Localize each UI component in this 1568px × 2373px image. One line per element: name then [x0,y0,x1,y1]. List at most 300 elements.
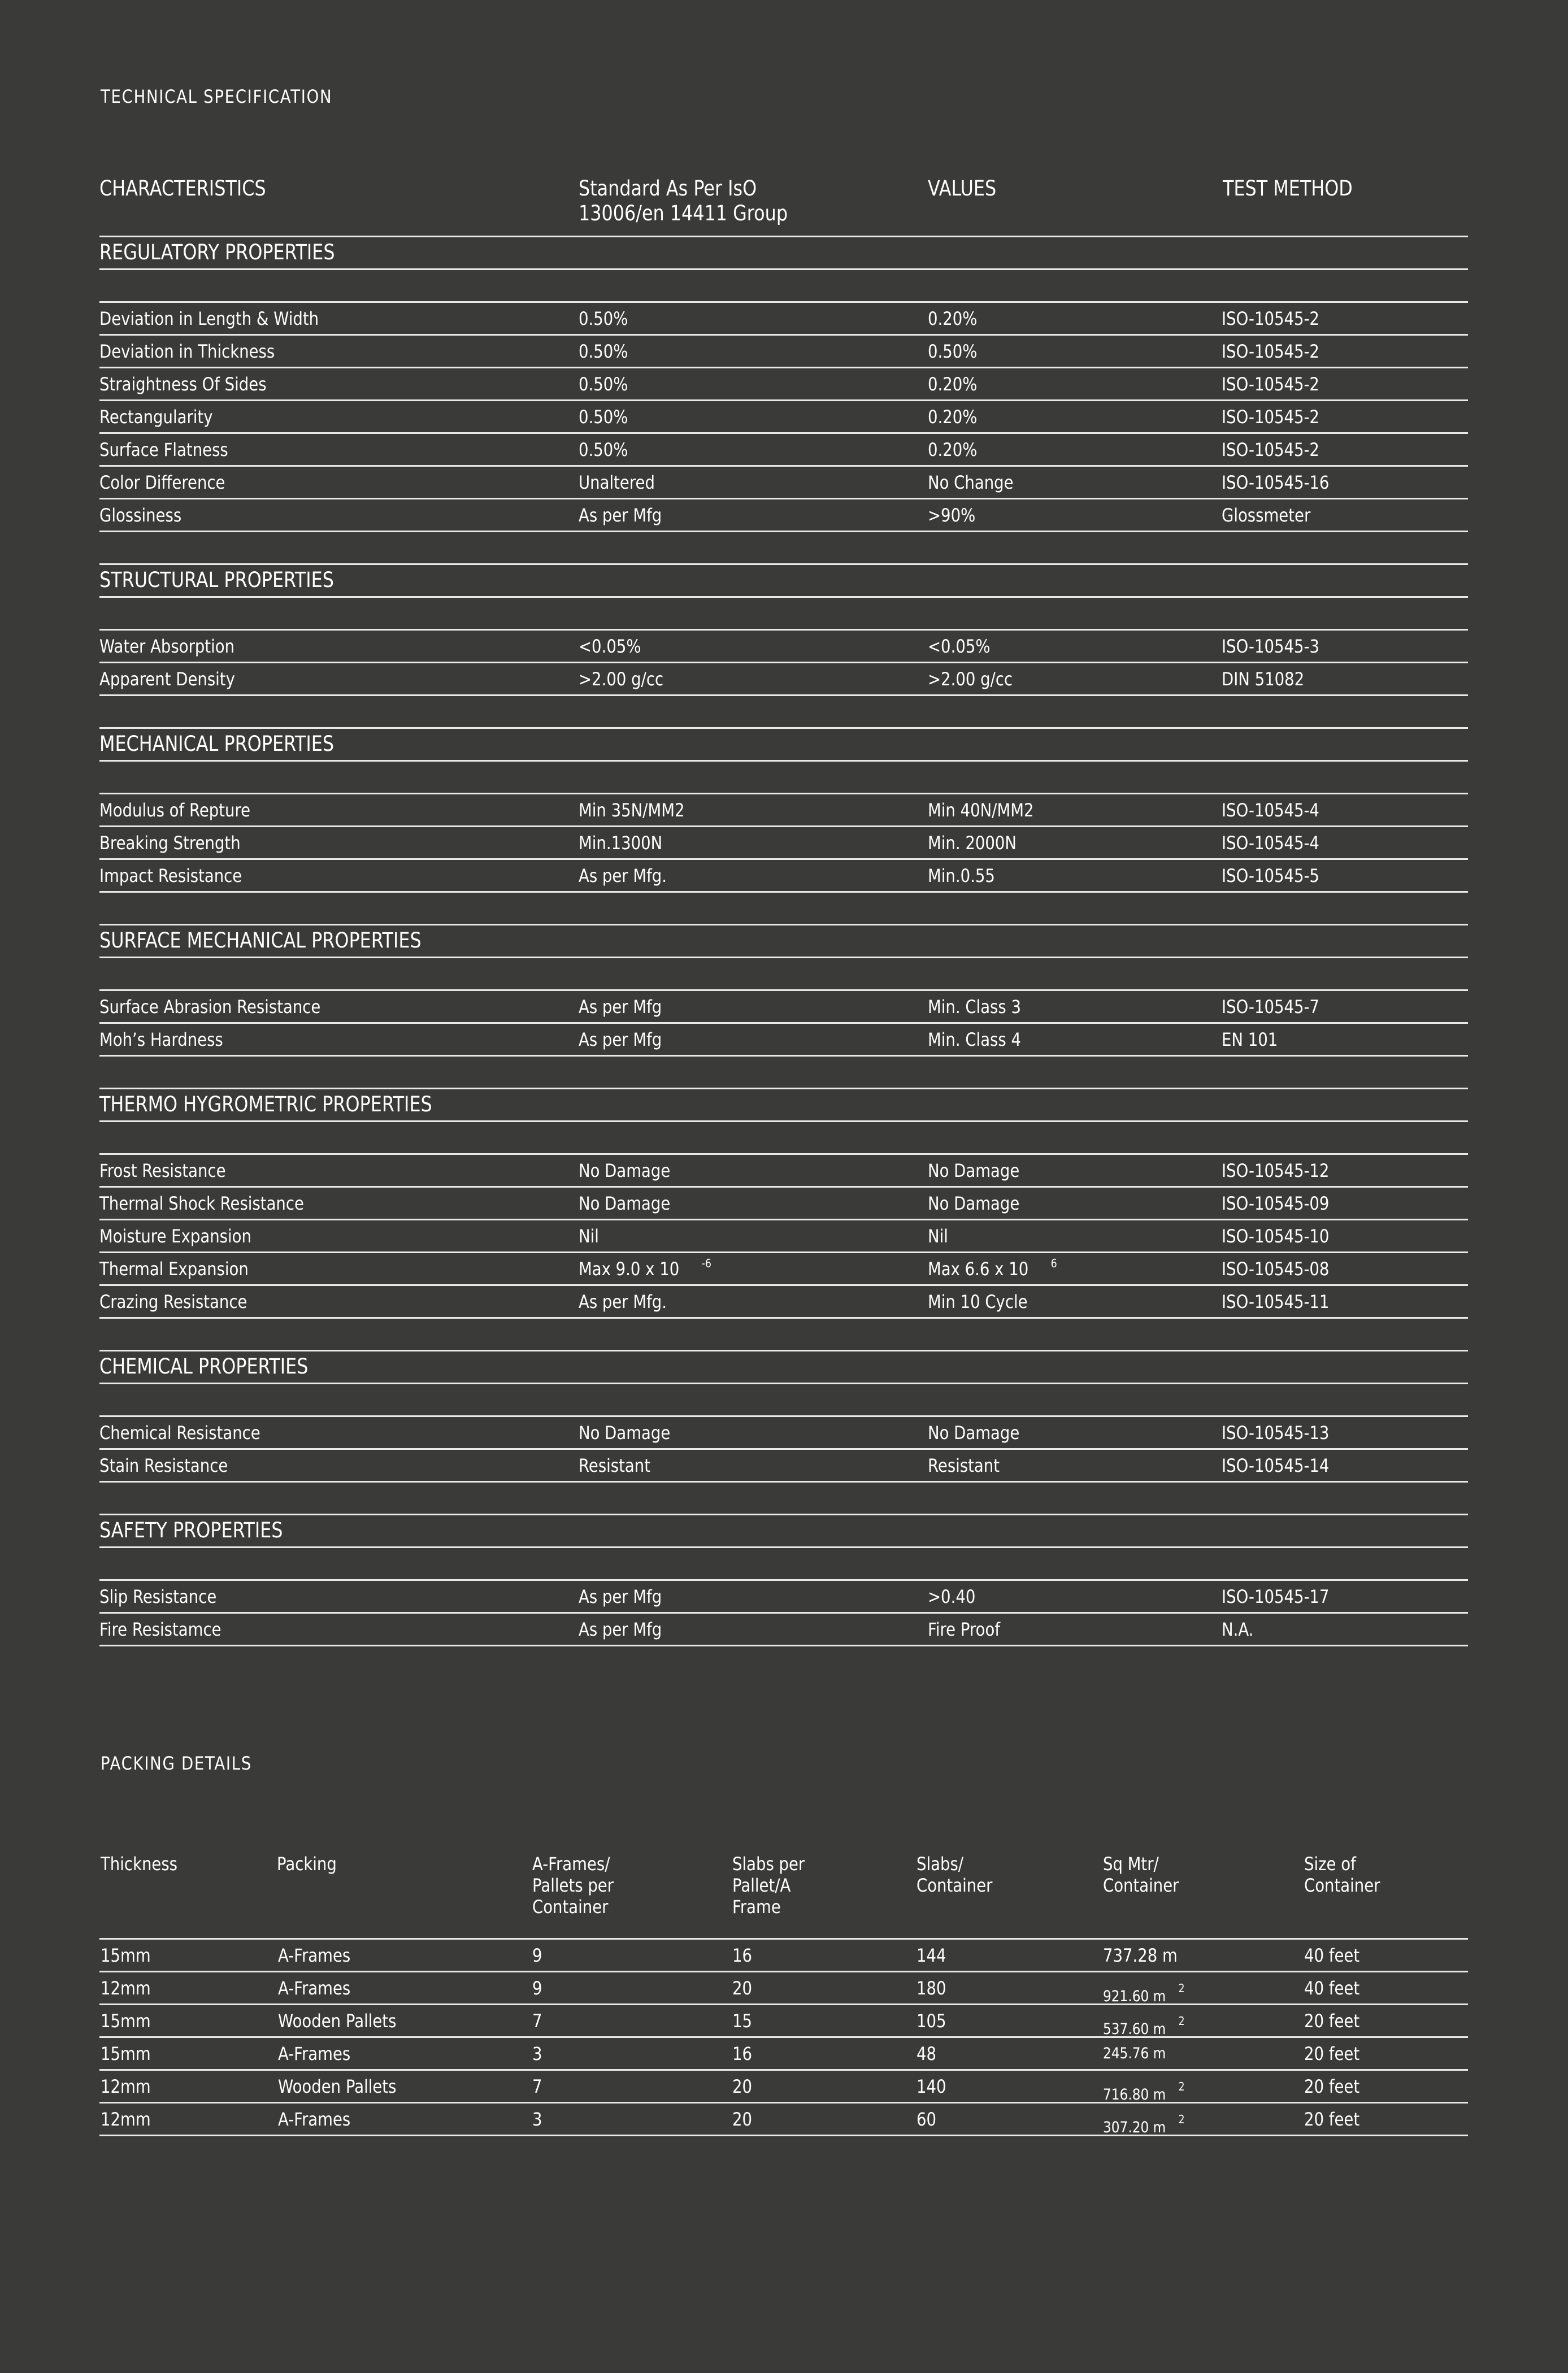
packing-cell-slabs-per [732,2043,752,2065]
packing-cell-text: 7 [532,2010,542,2032]
packing-cell-slabs-container [917,2010,946,2032]
spec-cell-characteristic [99,308,319,329]
spec-cell-characteristic [99,1225,251,1247]
spec-cell-value [928,799,1033,821]
spec-cell-characteristic [99,341,275,362]
spec-cell-text: As per Mfg [579,996,662,1018]
spec-cell-standard [579,1029,662,1050]
spec-cell-text: ISO-10545-13 [1222,1422,1330,1444]
row-divider [99,1219,1468,1220]
packing-cell-size [1304,1945,1359,1966]
spec-cell-text: Stain Resistance [99,1455,228,1476]
spec-cell-text: >0.40 [928,1586,976,1607]
spec-cell-standard [579,636,641,657]
packing-cell-size [1304,2109,1359,2130]
packing-cell-text: 20 feet [1304,2010,1360,2032]
spec-cell-text: EN 101 [1222,1029,1278,1050]
spec-cell-text: Glossmeter [1222,505,1311,526]
spec-cell-value [928,505,975,526]
packing-cell-packing [278,2010,396,2032]
header-standard-line2: 13006/en 14411 Group [579,201,788,225]
spec-cell-standard [579,439,628,460]
spec-cell-text: ISO-10545-7 [1222,996,1319,1018]
packing-row-divider [99,2036,1468,2038]
spec-cell-standard [579,799,684,821]
spec-cell-text: Fire Proof [928,1619,1001,1640]
group-title: REGULATORY PROPERTIES [99,240,335,264]
spec-cell-text: 0.20% [928,406,978,428]
spec-cell-text: Min 10 Cycle [928,1291,1028,1312]
row-divider [99,334,1468,336]
spec-cell-text: No Damage [928,1422,1020,1444]
spec-cell-standard [579,1291,667,1312]
packing-cell-text: Wooden Pallets [278,2010,397,2032]
packing-header-slabs-container [917,1853,992,1896]
packing-cell-packing [278,1945,350,1966]
spec-cell-text: Min. 2000N [928,832,1017,854]
row-divider [99,432,1468,434]
spec-cell-value [928,668,1013,690]
group-title: CHEMICAL PROPERTIES [99,1354,309,1379]
packing-cell-packing [278,2076,396,2097]
packing-cell-text: 15mm [101,2043,151,2065]
spec-cell-text: <0.05% [579,636,641,657]
spec-cell-method [1222,1422,1329,1444]
spec-cell-text: 0.20% [928,373,978,395]
spec-cell-text: Resistant [928,1455,1000,1476]
row-divider [99,236,1468,237]
packing-cell-text: 144 [917,1945,946,1966]
group-title: STRUCTURAL PROPERTIES [99,568,334,592]
packing-cell-size [1304,2043,1359,2065]
packing-cell-text: 537.60 m [1103,2020,1166,2038]
spec-cell-text: Nil [579,1225,599,1247]
spec-cell-text: As per Mfg [579,1029,662,1050]
spec-cell-text: Straightness Of Sides [99,373,267,395]
packing-cell-text: 12mm [101,2076,151,2097]
packing-cell-text: A-Frames [278,2043,351,2065]
spec-cell-value [928,308,977,329]
packing-cell-slabs-per [732,2010,752,2032]
packing-cell-text: 20 [732,2076,753,2097]
spec-cell-text: Deviation in Thickness [99,341,275,362]
spec-cell-characteristic [99,1422,260,1444]
packing-cell-packing [278,2109,350,2130]
spec-cell-characteristic [99,996,320,1018]
row-divider [99,989,1468,991]
spec-cell-characteristic [99,505,181,526]
row-divider [99,891,1468,893]
row-divider [99,268,1468,270]
exponent: 2 [1178,2113,1185,2126]
row-divider [99,760,1468,762]
packing-header-slabs-per-l3: Frame [732,1896,781,1918]
spec-cell-text: ISO-10545-2 [1222,406,1319,428]
packing-header-size-l1: Size of [1304,1853,1356,1875]
spec-cell-text: 0.20% [928,308,978,329]
packing-header-size [1304,1853,1380,1896]
spec-cell-value [928,406,977,428]
row-divider [99,1251,1468,1253]
packing-cell-text: A-Frames [278,1977,351,1999]
spec-cell-text: Min.1300N [579,832,663,854]
spec-cell-text: As per Mfg [579,1586,662,1607]
spec-cell-text: Glossiness [99,505,182,526]
spec-cell-text: 0.50% [579,341,628,362]
row-divider [99,694,1468,696]
spec-cell-text: Resistant [579,1455,651,1476]
row-divider [99,1284,1468,1286]
spec-cell-standard [579,832,662,854]
packing-header-thickness: Thickness [101,1853,178,1875]
spec-cell-value [928,1258,1057,1282]
packing-cell-text: 40 feet [1304,1945,1360,1966]
spec-cell-method [1222,1193,1329,1214]
packing-cell-thickness [101,2010,151,2032]
row-divider [99,399,1468,401]
packing-cell-text: 737.28 m [1103,1945,1178,1966]
packing-cell-slabs-container [917,1977,946,1999]
spec-cell-text: ISO-10545-2 [1222,308,1319,329]
packing-cell-size [1304,1977,1359,1999]
spec-cell-text: 0.50% [579,308,628,329]
spec-cell-text: Moh’s Hardness [99,1029,223,1050]
spec-cell-standard [579,996,662,1018]
group-title: MECHANICAL PROPERTIES [99,732,335,756]
row-divider [99,1645,1468,1646]
spec-cell-value [928,439,977,460]
row-divider [99,301,1468,303]
row-divider [99,1186,1468,1188]
spec-cell-characteristic [99,832,241,854]
spec-cell-standard [579,1258,711,1282]
spec-cell-text: ISO-10545-16 [1222,472,1330,493]
spec-cell-characteristic [99,1586,216,1607]
packing-cell-slabs-per [732,1945,752,1966]
row-divider [99,1448,1468,1450]
spec-cell-method [1222,799,1319,821]
spec-cell-text: 0.50% [579,373,628,395]
packing-cell-text: 12mm [101,2109,151,2130]
spec-cell-method [1222,1291,1329,1312]
packing-header-sqm [1103,1853,1179,1896]
row-divider [99,1088,1468,1089]
packing-cell-text: 140 [917,2076,946,2097]
spec-cell-text: ISO-10545-12 [1222,1160,1330,1181]
row-divider [99,498,1468,499]
spec-cell-characteristic [99,668,235,690]
spec-cell-method [1222,636,1319,657]
spec-cell-text: As per Mfg. [579,1291,667,1312]
spec-cell-text: No Damage [579,1160,671,1181]
row-divider [99,1383,1468,1384]
spec-cell-text: Surface Abrasion Resistance [99,996,321,1018]
exponent: 2 [1178,2080,1185,2093]
spec-cell-characteristic [99,373,267,395]
row-divider [99,1055,1468,1057]
spec-cell-method [1222,996,1319,1018]
packing-header-slabs-container-l2: Container [917,1875,993,1896]
spec-cell-characteristic [99,1160,226,1181]
spec-cell-text: Crazing Resistance [99,1291,247,1312]
row-divider [99,563,1468,565]
spec-cell-method [1222,341,1319,362]
packing-cell-text: 180 [917,1977,946,1999]
spec-cell-text: DIN 51082 [1222,668,1305,690]
packing-cell-thickness [101,2076,151,2097]
packing-cell-size [1304,2076,1359,2097]
spec-cell-text: Nil [928,1225,948,1247]
packing-details-title: PACKING DETAILS [101,1753,253,1774]
packing-cell-text: 9 [532,1945,542,1966]
packing-cell-text: 20 [732,2109,753,2130]
spec-cell-text: 0.50% [928,341,978,362]
packing-cell-text: 40 feet [1304,1977,1360,1999]
spec-cell-method [1222,1455,1329,1476]
spec-cell-standard [579,1422,670,1444]
spec-cell-text: Max 9.0 x 10 [579,1258,680,1280]
group-title: THERMO HYGROMETRIC PROPERTIES [99,1092,432,1116]
spec-cell-characteristic [99,1258,249,1280]
packing-row-divider [99,2003,1468,2005]
row-divider [99,1317,1468,1319]
spec-cell-characteristic [99,1291,247,1312]
packing-cell-text: A-Frames [278,1945,351,1966]
packing-cell-sqm [1103,1945,1178,1966]
packing-cell-text: 20 feet [1304,2109,1360,2130]
spec-cell-standard [579,668,663,690]
spec-cell-text: ISO-10545-4 [1222,799,1319,821]
spec-cell-value [928,1291,1028,1312]
spec-cell-text: 0.20% [928,439,978,460]
packing-cell-slabs-container [917,2043,936,2065]
spec-cell-characteristic [99,1193,304,1214]
spec-cell-text: Chemical Resistance [99,1422,260,1444]
spec-cell-standard [579,1193,670,1214]
packing-cell-aframes [532,1945,542,1966]
row-divider [99,1546,1468,1548]
spec-cell-text: ISO-10545-14 [1222,1455,1330,1476]
packing-cell-text: 20 [732,1977,753,1999]
packing-cell-size [1304,2010,1359,2032]
packing-cell-text: 3 [532,2043,542,2065]
spec-cell-method [1222,1029,1278,1050]
exponent: -6 [701,1257,711,1270]
spec-cell-value [928,865,995,886]
spec-cell-text: As per Mfg. [579,865,667,886]
spec-cell-text: Thermal Shock Resistance [99,1193,304,1214]
row-divider [99,1350,1468,1351]
row-divider [99,825,1468,827]
spec-cell-text: ISO-10545-08 [1222,1258,1330,1280]
packing-header-slabs-per [732,1853,805,1918]
packing-cell-aframes [532,2109,542,2130]
row-divider [99,531,1468,532]
spec-cell-text: No Damage [579,1193,671,1214]
spec-cell-text: ISO-10545-5 [1222,865,1319,886]
spec-cell-text: Min 35N/MM2 [579,799,685,821]
spec-cell-characteristic [99,472,225,493]
spec-cell-text: Slip Resistance [99,1586,217,1607]
spec-cell-standard [579,1619,662,1640]
header-standard [579,176,788,226]
packing-row-divider [99,2069,1468,2071]
spec-cell-standard [579,341,628,362]
spec-cell-text: 0.50% [579,406,628,428]
spec-cell-text: Min. Class 3 [928,996,1021,1018]
row-divider [99,858,1468,860]
row-divider [99,1514,1468,1515]
packing-cell-text: 15mm [101,2010,151,2032]
packing-header-aframes-l1: A-Frames/ [532,1853,610,1875]
packing-header-aframes [532,1853,614,1918]
row-divider [99,1415,1468,1417]
row-divider [99,1579,1468,1581]
spec-cell-text: No Damage [928,1160,1020,1181]
packing-cell-sqm [1103,2043,1166,2065]
packing-cell-slabs-per [732,2109,752,2130]
row-divider [99,662,1468,663]
packing-header-slabs-per-l2: Pallet/A [732,1875,791,1896]
header-characteristics: CHARACTERISTICS [99,176,266,201]
spec-cell-method [1222,308,1319,329]
spec-cell-value [928,1160,1019,1181]
packing-header-slabs-per-l1: Slabs per [732,1853,805,1875]
packing-cell-text: 16 [732,2043,753,2065]
header-values: VALUES [928,176,997,201]
spec-cell-text: ISO-10545-09 [1222,1193,1330,1214]
exponent: 2 [1178,2014,1185,2028]
packing-cell-text: 20 feet [1304,2076,1360,2097]
packing-cell-thickness [101,2043,151,2065]
packing-header-aframes-l2: Pallets per [532,1875,614,1896]
row-divider [99,793,1468,794]
packing-header-slabs-container-l1: Slabs/ [917,1853,964,1875]
packing-cell-text: 245.76 m [1103,2045,1166,2062]
spec-cell-text: Apparent Density [99,668,235,690]
packing-cell-text: A-Frames [278,2109,351,2130]
spec-cell-text: 0.50% [579,439,628,460]
row-divider [99,727,1468,729]
packing-cell-slabs-per [732,1977,752,1999]
spec-cell-text: As per Mfg [579,1619,662,1640]
packing-cell-slabs-container [917,2109,936,2130]
spec-cell-method [1222,1258,1329,1280]
spec-cell-method [1222,505,1310,526]
packing-cell-packing [278,1977,350,1999]
row-divider [99,596,1468,598]
spec-cell-text: No Change [928,472,1014,493]
spec-cell-standard [579,308,628,329]
spec-cell-value [928,1193,1019,1214]
spec-cell-standard [579,505,662,526]
packing-cell-aframes [532,2043,542,2065]
spec-cell-standard [579,1586,662,1607]
spec-cell-text: ISO-10545-2 [1222,373,1319,395]
packing-row-divider [99,1971,1468,1972]
spec-cell-standard [579,406,628,428]
packing-cell-text: 307.20 m [1103,2119,1166,2136]
spec-cell-value [928,1455,1000,1476]
packing-cell-text: 48 [917,2043,937,2065]
spec-cell-text: ISO-10545-2 [1222,341,1319,362]
spec-cell-text: Min. Class 4 [928,1029,1021,1050]
spec-cell-text: Frost Resistance [99,1160,226,1181]
spec-cell-value [928,832,1017,854]
spec-cell-text: Deviation in Length & Width [99,308,319,329]
spec-cell-method [1222,832,1319,854]
spec-cell-value [928,1586,975,1607]
spec-cell-method [1222,1586,1329,1607]
spec-cell-standard [579,373,628,395]
packing-row-divider [99,1938,1468,1940]
spec-cell-text: <0.05% [928,636,991,657]
row-divider [99,957,1468,958]
spec-cell-method [1222,439,1319,460]
spec-cell-text: >2.00 g/cc [579,668,664,690]
spec-cell-text: Max 6.6 x 10 [928,1258,1029,1280]
spec-cell-characteristic [99,799,250,821]
spec-cell-text: >2.00 g/cc [928,668,1013,690]
header-test-method: TEST METHOD [1223,176,1353,201]
packing-cell-slabs-container [917,2076,946,2097]
row-divider [99,629,1468,631]
row-divider [99,924,1468,925]
spec-cell-value [928,472,1014,493]
packing-cell-thickness [101,2109,151,2130]
packing-cell-slabs-container [917,1945,946,1966]
group-title: SURFACE MECHANICAL PROPERTIES [99,928,422,953]
packing-cell-text: 16 [732,1945,753,1966]
row-divider [99,367,1468,368]
packing-cell-text: 3 [532,2109,542,2130]
spec-cell-value [928,996,1021,1018]
spec-cell-text: ISO-10545-10 [1222,1225,1330,1247]
packing-cell-text: 15 [732,2010,753,2032]
spec-cell-standard [579,1225,599,1247]
packing-cell-text: 60 [917,2109,937,2130]
row-divider [99,1612,1468,1614]
spec-cell-method [1222,1619,1253,1640]
spec-cell-method [1222,1225,1329,1247]
packing-cell-text: 716.80 m [1103,2086,1166,2103]
spec-cell-text: Rectangularity [99,406,213,428]
spec-cell-text: ISO-10545-3 [1222,636,1319,657]
packing-cell-thickness [101,1945,151,1966]
spec-cell-text: Fire Resistamce [99,1619,221,1640]
spec-cell-text: >90% [928,505,976,526]
spec-cell-text: As per Mfg [579,505,662,526]
exponent: 2 [1178,1981,1185,1995]
spec-cell-text: ISO-10545-11 [1222,1291,1330,1312]
packing-header-packing: Packing [277,1853,337,1875]
spec-cell-method [1222,373,1319,395]
spec-cell-characteristic [99,406,213,428]
spec-cell-method [1222,1160,1329,1181]
spec-cell-text: Min 40N/MM2 [928,799,1034,821]
spec-cell-text: Thermal Expansion [99,1258,249,1280]
row-divider [99,1153,1468,1155]
spec-cell-value [928,1619,1000,1640]
spec-cell-text: Color Difference [99,472,225,493]
packing-cell-text: 7 [532,2076,542,2097]
packing-header-size-l2: Container [1304,1875,1380,1896]
spec-cell-value [928,373,977,395]
spec-cell-text: Surface Flatness [99,439,228,460]
technical-specification-title: TECHNICAL SPECIFICATION [101,86,333,107]
spec-cell-text: No Damage [579,1422,671,1444]
packing-cell-text: 20 feet [1304,2043,1360,2065]
